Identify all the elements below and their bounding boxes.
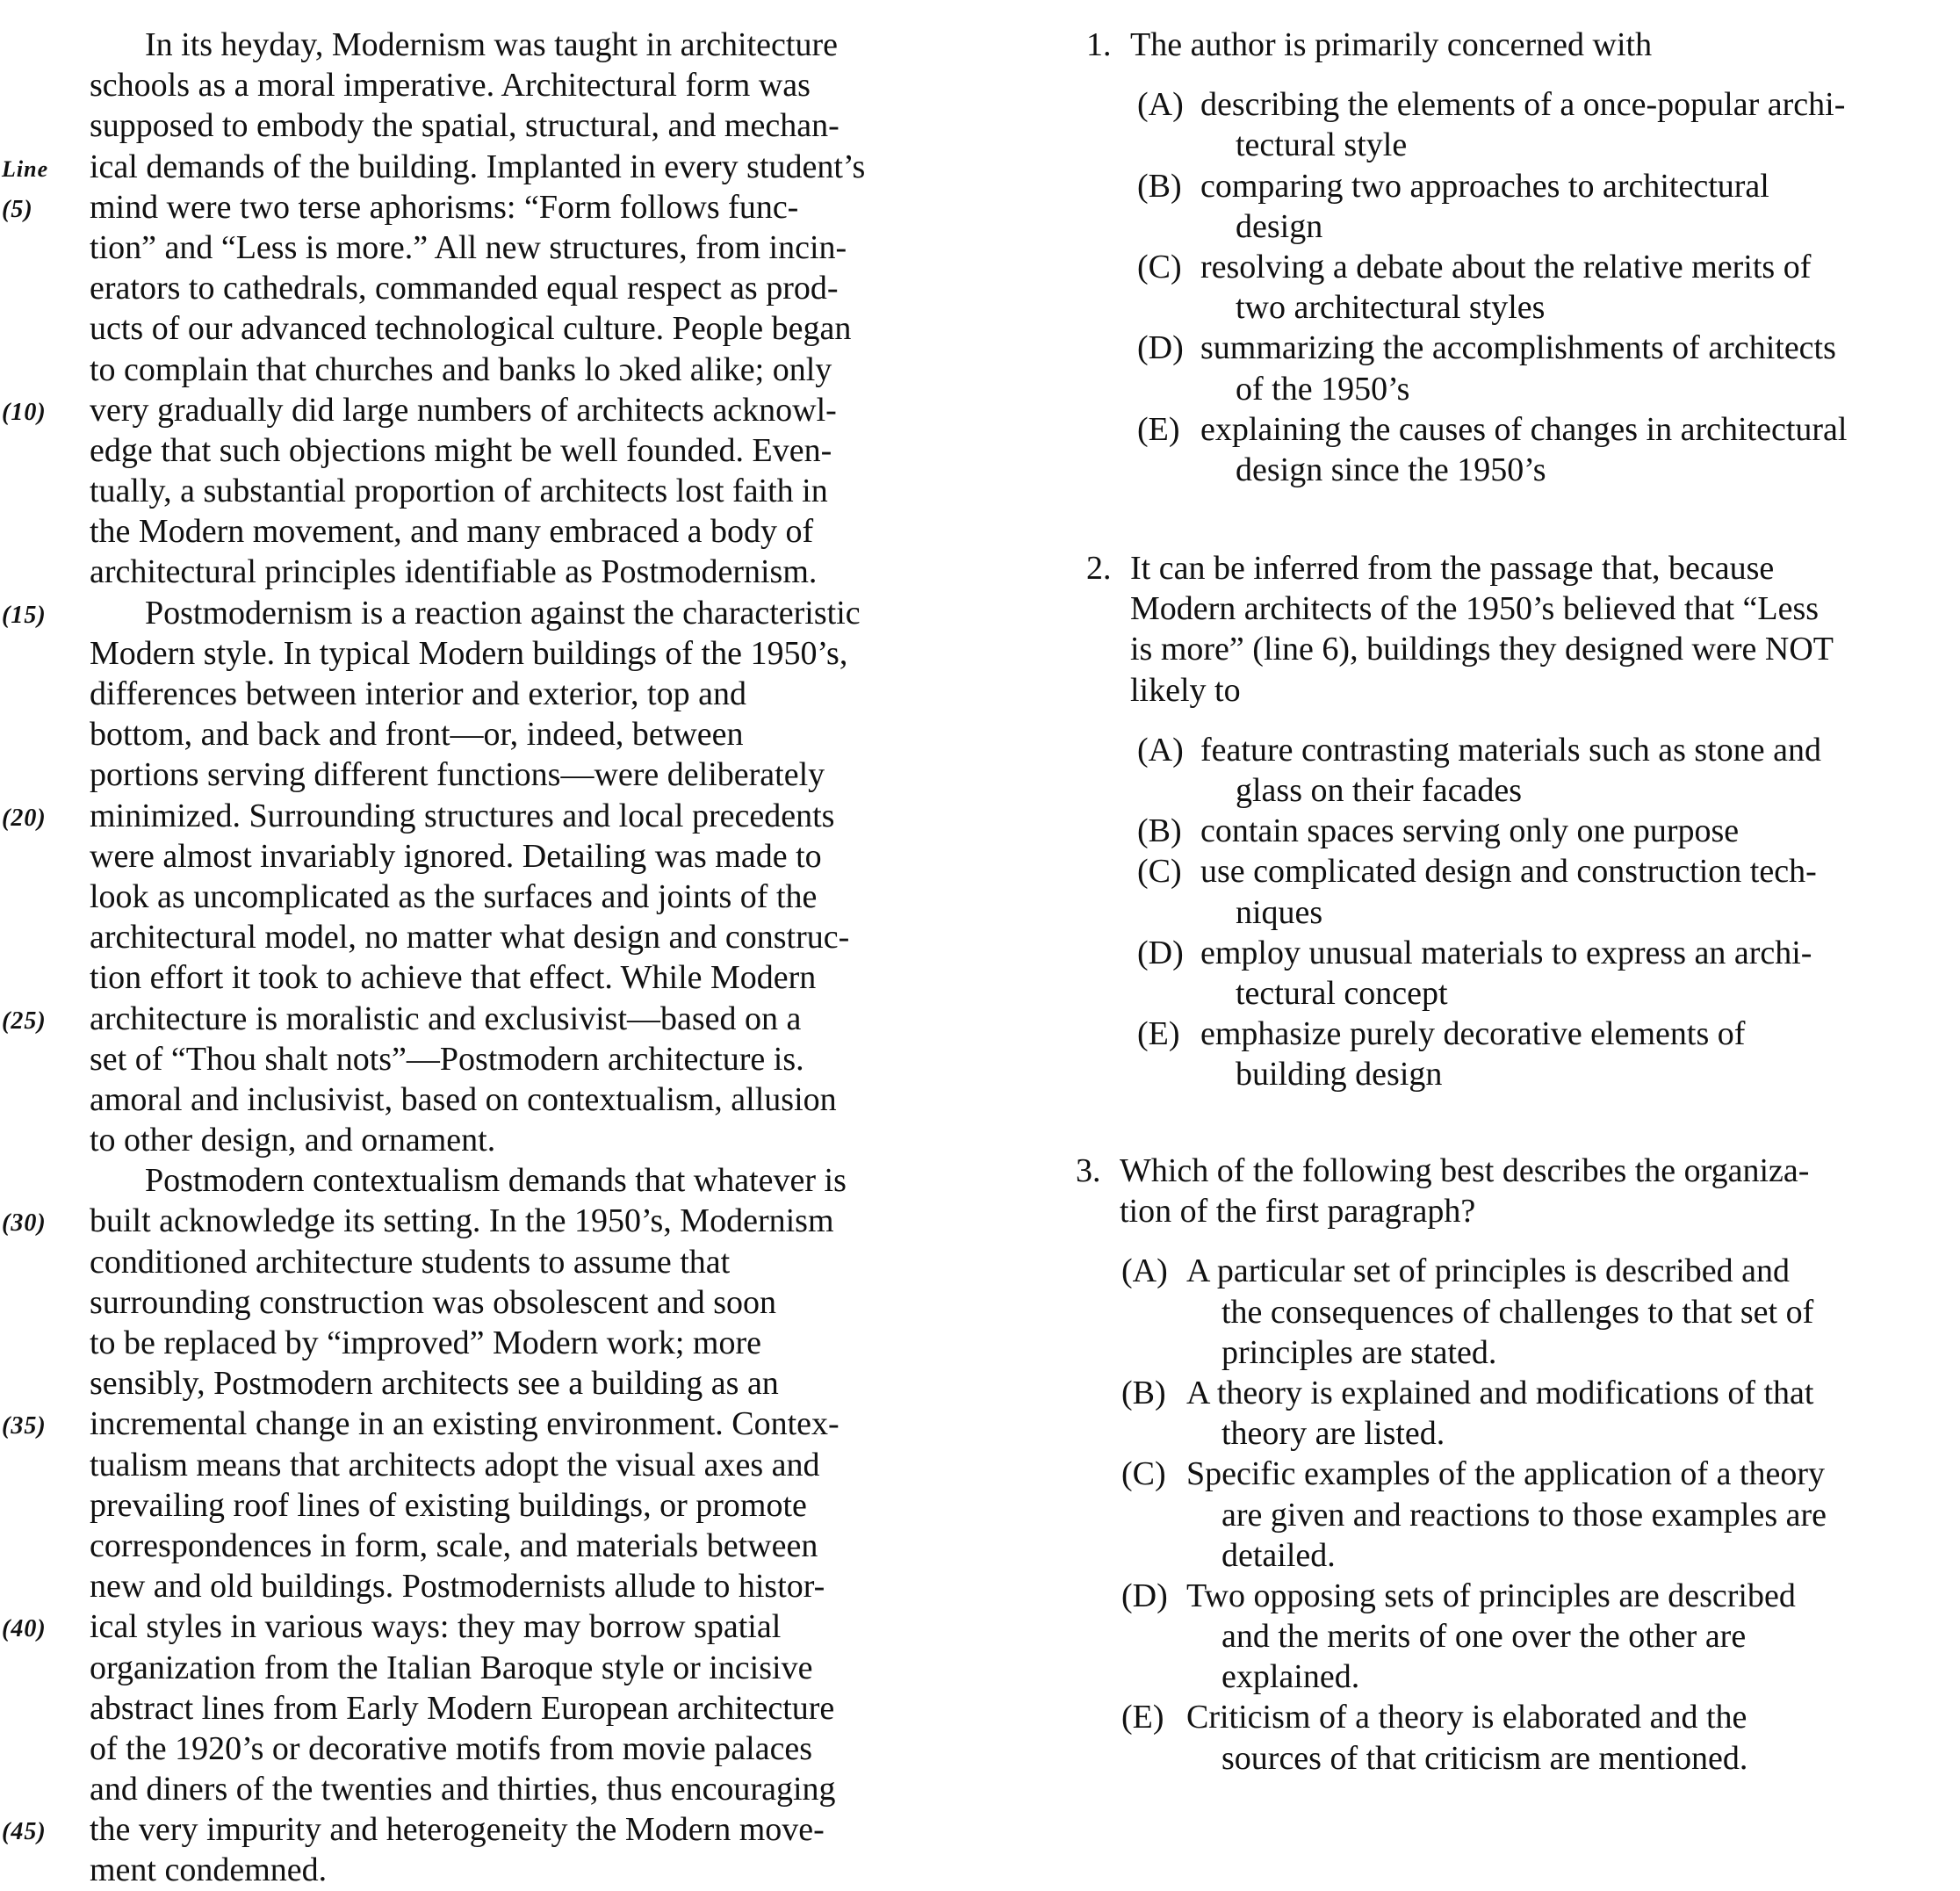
choice-label: (E) — [1137, 1015, 1180, 1053]
passage-line — [0, 917, 1019, 957]
question-2 — [1067, 548, 1945, 1094]
answer-choice-line — [1067, 206, 1945, 247]
passage-text: to other design, and ornament. — [90, 1122, 496, 1159]
line-number: (45) — [2, 1818, 47, 1846]
question-number: 1. — [1086, 26, 1112, 63]
line-number: (20) — [2, 804, 47, 832]
passage-text: of the 1920’s or decorative motifs from movie palaces — [90, 1729, 813, 1767]
answer-choice-line — [1067, 1576, 1945, 1616]
choice-text: design since the 1950’s — [1236, 451, 1546, 488]
answer-choice-line — [1067, 1292, 1945, 1332]
answer-choice-line — [1067, 1014, 1945, 1054]
line-number: (5) — [2, 195, 33, 223]
answer-choice-line — [1067, 1251, 1945, 1291]
passage-text: built acknowledge its setting. In the 1950’s, Modernism — [90, 1202, 834, 1240]
question-stem-text: likely to — [1130, 671, 1241, 709]
choice-label: (B) — [1137, 812, 1182, 850]
passage-text: differences between interior and exterior, top and — [90, 675, 746, 712]
passage-text: the Modern movement, and many embraced a body of — [90, 513, 814, 551]
passage-line — [0, 633, 1019, 674]
question-stem-text: It can be inferred from the passage that, because — [1130, 550, 1775, 587]
passage-text: minimized. Surrounding structures and local precedents — [90, 797, 835, 834]
choice-text: describing the elements of a once-popular archi- — [1200, 86, 1846, 124]
choice-text: building design — [1236, 1056, 1443, 1093]
answer-choice-line — [1067, 973, 1945, 1014]
line-number: Line — [2, 155, 49, 182]
passage-line — [0, 1363, 1019, 1404]
passage-text: new and old buildings. Postmodernists allude to histor- — [90, 1568, 825, 1606]
answer-choice-line — [1067, 1697, 1945, 1737]
answer-choice-line — [1067, 1495, 1945, 1535]
passage-text: ical demands of the building. Implanted in every student’s — [90, 148, 866, 185]
answer-choice-line — [1067, 166, 1945, 206]
passage-text: prevailing roof lines of existing buildings, or promote — [90, 1486, 807, 1524]
choice-text: the consequences of challenges to that set of — [1221, 1293, 1814, 1331]
passage-line — [0, 1769, 1019, 1809]
choice-label: (D) — [1121, 1577, 1168, 1614]
line-number: (25) — [2, 1007, 47, 1035]
passage-text: and diners of the twenties and thirties, thus encouraging — [90, 1771, 836, 1808]
choice-label: (C) — [1137, 853, 1182, 891]
answer-choice[interactable] — [1067, 1251, 1945, 1373]
answer-choice-line — [1067, 770, 1945, 811]
passage-text: set of “Thou shalt nots”—Postmodern architecture is. — [90, 1040, 804, 1078]
passage-text: look as uncomplicated as the surfaces and joints of the — [90, 877, 818, 915]
passage-line — [0, 1039, 1019, 1079]
passage-text: ment condemned. — [90, 1851, 328, 1889]
answer-choices — [1067, 84, 1945, 490]
passage-text: architectural principles identifiable as Postmodernism. — [90, 553, 818, 591]
answer-choice-line — [1067, 1656, 1945, 1697]
passage-text: supposed to embody the spatial, structural, and mechan- — [90, 107, 839, 145]
choice-text: tectural concept — [1236, 974, 1448, 1012]
passage-line — [0, 1120, 1019, 1160]
passage-line — [0, 350, 1019, 390]
choice-label: (C) — [1121, 1455, 1166, 1493]
passage-line — [0, 187, 1019, 227]
passage-line — [0, 1445, 1019, 1485]
choice-text: two architectural styles — [1236, 289, 1546, 327]
passage-line — [0, 65, 1019, 105]
question-stem-text: is more” (line 6), buildings they designed were NOT — [1130, 631, 1834, 668]
answer-choice-line — [1067, 1738, 1945, 1779]
passage-line — [0, 430, 1019, 471]
choice-text: theory are listed. — [1221, 1415, 1445, 1453]
passage-text: were almost invariably ignored. Detailing was made to — [90, 837, 822, 875]
choice-text: explained. — [1221, 1658, 1360, 1696]
answer-choice[interactable] — [1067, 166, 1945, 247]
passage-text: correspondences in form, scale, and materials between — [90, 1527, 818, 1564]
passage-line — [0, 1809, 1019, 1850]
question-1 — [1067, 25, 1945, 490]
passage-text: schools as a moral imperative. Architectural form was — [90, 67, 811, 105]
passage-line — [0, 796, 1019, 836]
question-stem-text: tion of the first paragraph? — [1120, 1193, 1476, 1231]
choice-label: (A) — [1121, 1252, 1168, 1290]
answer-choice-line — [1067, 851, 1945, 891]
passage-text: ucts of our advanced technological culture. People began — [90, 310, 852, 348]
passage-text: tualism means that architects adopt the visual axes and — [90, 1446, 820, 1483]
passage-line — [0, 1566, 1019, 1606]
passage-line — [0, 593, 1019, 633]
question-stem-text: The author is primarily concerned with — [1130, 26, 1653, 63]
choice-text: of the 1950’s — [1236, 370, 1410, 408]
passage-line — [0, 1160, 1019, 1201]
reading-passage — [0, 25, 1019, 1891]
passage-line — [0, 1850, 1019, 1890]
passage-text: mind were two terse aphorisms: “Form follows func- — [90, 188, 799, 226]
passage-line — [0, 227, 1019, 268]
passage-text: incremental change in an existing environment. Contex- — [90, 1405, 839, 1443]
passage-line — [0, 1606, 1019, 1647]
answer-choice-line — [1067, 730, 1945, 770]
answer-choice-line — [1067, 369, 1945, 409]
choice-text: summarizing the accomplishments of architects — [1200, 329, 1836, 367]
question-3 — [1067, 1151, 1945, 1779]
passage-line — [0, 552, 1019, 592]
choice-label: (D) — [1137, 934, 1184, 971]
passage-text: erators to cathedrals, commanded equal respect as prod- — [90, 270, 839, 307]
question-number: 2. — [1086, 550, 1112, 587]
choice-text: resolving a debate about the relative merits of — [1200, 248, 1812, 285]
answer-choice[interactable] — [1067, 1454, 1945, 1576]
answer-choice-line — [1067, 125, 1945, 165]
question-stem-line — [1067, 629, 1945, 669]
passage-text: architecture is moralistic and exclusivist—based on a — [90, 1000, 802, 1037]
passage-text: ical styles in various ways: they may borrow spatial — [90, 1608, 782, 1646]
answer-choice-line — [1067, 933, 1945, 973]
line-number: (40) — [2, 1615, 47, 1643]
choice-text: Specific examples of the application of a theory — [1186, 1455, 1826, 1493]
answer-choice[interactable] — [1067, 1373, 1945, 1454]
choice-text: design — [1236, 207, 1323, 245]
answer-choice[interactable] — [1067, 84, 1945, 165]
answer-choice[interactable] — [1067, 1576, 1945, 1698]
question-stem-line — [1067, 1151, 1945, 1191]
passage-text: Modern style. In typical Modern buildings of the 1950’s, — [90, 634, 848, 672]
passage-line — [0, 1201, 1019, 1241]
choice-text: use complicated design and construction tech- — [1200, 853, 1817, 891]
passage-line — [0, 511, 1019, 552]
passage-line — [0, 471, 1019, 511]
passage-line — [0, 1729, 1019, 1769]
passage-text: Postmodern contextualism demands that whatever is — [145, 1162, 847, 1200]
passage-text: tion” and “Less is more.” All new structures, from incin- — [90, 228, 847, 266]
choice-text: A theory is explained and modifications of that — [1186, 1374, 1814, 1411]
choice-text: contain spaces serving only one purpose — [1200, 812, 1740, 850]
choice-text: glass on their facades — [1236, 771, 1523, 809]
answer-choice-line — [1067, 328, 1945, 368]
choice-label: (E) — [1121, 1699, 1164, 1736]
choice-text: tectural style — [1236, 126, 1408, 164]
passage-line — [0, 999, 1019, 1039]
passage-text: architectural model, no matter what design and construc- — [90, 919, 850, 956]
answer-choice-line — [1067, 247, 1945, 287]
question-number: 3. — [1076, 1152, 1101, 1189]
answer-choice-line — [1067, 1454, 1945, 1494]
passage-text: Postmodernism is a reaction against the characteristic — [145, 594, 861, 632]
passage-line — [0, 957, 1019, 998]
answer-choice-line — [1067, 1616, 1945, 1656]
answer-choice[interactable] — [1067, 811, 1945, 851]
question-stem-line — [1067, 670, 1945, 711]
answer-choice-line — [1067, 892, 1945, 933]
passage-line — [0, 308, 1019, 349]
line-number: (30) — [2, 1209, 47, 1238]
passage-text: very gradually did large numbers of architects acknowl- — [90, 391, 837, 429]
passage-text: abstract lines from Early Modern European architecture — [90, 1689, 835, 1727]
passage-line — [0, 1323, 1019, 1363]
passage-line — [0, 1485, 1019, 1526]
answer-choice[interactable] — [1067, 851, 1945, 932]
choice-text: and the merits of one over the other are — [1221, 1618, 1747, 1656]
passage-text: tion effort it took to achieve that effect. While Modern — [90, 959, 817, 997]
passage-line — [0, 1648, 1019, 1688]
choice-label: (A) — [1137, 731, 1184, 769]
choice-text: principles are stated. — [1221, 1333, 1497, 1371]
passage-line — [0, 268, 1019, 308]
choice-text: are given and reactions to those examples are — [1221, 1496, 1827, 1534]
answer-choice-line — [1067, 84, 1945, 125]
choice-text: A particular set of principles is described and — [1186, 1252, 1790, 1290]
passage-line — [0, 1688, 1019, 1729]
passage-text: to be replaced by “improved” Modern work; more — [90, 1324, 762, 1361]
answer-choice[interactable] — [1067, 1697, 1945, 1778]
choice-text: Criticism of a theory is elaborated and the — [1186, 1699, 1747, 1736]
passage-line — [0, 1079, 1019, 1120]
choice-label: (E) — [1137, 410, 1180, 448]
passage-text: to complain that churches and banks lo ɔked alike; only — [90, 350, 832, 388]
answer-choice[interactable] — [1067, 933, 1945, 1014]
question-stem-line — [1067, 588, 1945, 629]
answer-choice-line — [1067, 287, 1945, 328]
passage-line — [0, 714, 1019, 754]
passage-text: the very impurity and heterogeneity the Modern move- — [90, 1811, 825, 1849]
choice-text: detailed. — [1221, 1536, 1336, 1574]
line-number: (10) — [2, 398, 47, 426]
choice-text: emphasize purely decorative elements of — [1200, 1015, 1746, 1053]
choice-text: employ unusual materials to express an archi- — [1200, 934, 1812, 971]
passage-line — [0, 147, 1019, 187]
choice-label: (B) — [1137, 167, 1182, 205]
answer-choice-line — [1067, 1054, 1945, 1094]
passage-line — [0, 674, 1019, 714]
choice-text: sources of that criticism are mentioned. — [1221, 1739, 1748, 1777]
choice-label: (A) — [1137, 86, 1184, 124]
answer-choice-line — [1067, 450, 1945, 490]
passage-line — [0, 1526, 1019, 1566]
answer-choice-line — [1067, 1332, 1945, 1373]
passage-line — [0, 1282, 1019, 1323]
question-stem-line — [1067, 25, 1945, 65]
passage-text: organization from the Italian Baroque style or incisive — [90, 1649, 813, 1686]
choice-text: feature contrasting materials such as stone and — [1200, 731, 1821, 769]
passage-text: conditioned architecture students to assume that — [90, 1243, 731, 1281]
answer-choices — [1067, 1251, 1945, 1778]
passage-text: amoral and inclusivist, based on contextualism, allusion — [90, 1080, 837, 1118]
answer-choice[interactable] — [1067, 1014, 1945, 1094]
answer-choice[interactable] — [1067, 730, 1945, 811]
answer-choice-line — [1067, 409, 1945, 450]
passage-text: tually, a substantial proportion of architects lost faith in — [90, 473, 828, 510]
choice-text: Two opposing sets of principles are described — [1186, 1577, 1796, 1614]
choice-text: explaining the causes of changes in architectural — [1200, 410, 1848, 448]
answer-choice[interactable] — [1067, 247, 1945, 328]
passage-line — [0, 25, 1019, 65]
answer-choice-line — [1067, 1413, 1945, 1454]
line-number: (15) — [2, 601, 47, 629]
choice-label: (D) — [1137, 329, 1184, 367]
passage-line — [0, 105, 1019, 146]
passage-line — [0, 877, 1019, 917]
choice-label: (B) — [1121, 1374, 1166, 1411]
answer-choice[interactable] — [1067, 328, 1945, 408]
passage-line — [0, 836, 1019, 877]
passage-line — [0, 754, 1019, 795]
passage-text: bottom, and back and front—or, indeed, between — [90, 716, 744, 754]
question-stem-text: Which of the following best describes the organiza- — [1120, 1152, 1810, 1189]
passage-text: edge that such objections might be well founded. Even- — [90, 431, 832, 469]
passage-line — [0, 1242, 1019, 1282]
passage-text: surrounding construction was obsolescent and soon — [90, 1283, 777, 1321]
passage-line — [0, 390, 1019, 430]
answer-choice-line — [1067, 1373, 1945, 1413]
choice-text: niques — [1236, 893, 1323, 931]
passage-text: portions serving different functions—were deliberately — [90, 756, 825, 794]
answer-choice-line — [1067, 1535, 1945, 1576]
choice-text: comparing two approaches to architectural — [1200, 167, 1769, 205]
passage-text: In its heyday, Modernism was taught in architecture — [145, 26, 838, 63]
passage-text: sensibly, Postmodern architects see a building as an — [90, 1365, 779, 1403]
question-stem-line — [1067, 548, 1945, 588]
question-stem-line — [1067, 1191, 1945, 1231]
choice-label: (C) — [1137, 248, 1182, 285]
question-stem-text: Modern architects of the 1950’s believed that “Less — [1130, 590, 1819, 628]
answer-choice-line — [1067, 811, 1945, 851]
answer-choice[interactable] — [1067, 409, 1945, 490]
line-number: (35) — [2, 1412, 47, 1440]
passage-line — [0, 1404, 1019, 1444]
answer-choices — [1067, 730, 1945, 1095]
